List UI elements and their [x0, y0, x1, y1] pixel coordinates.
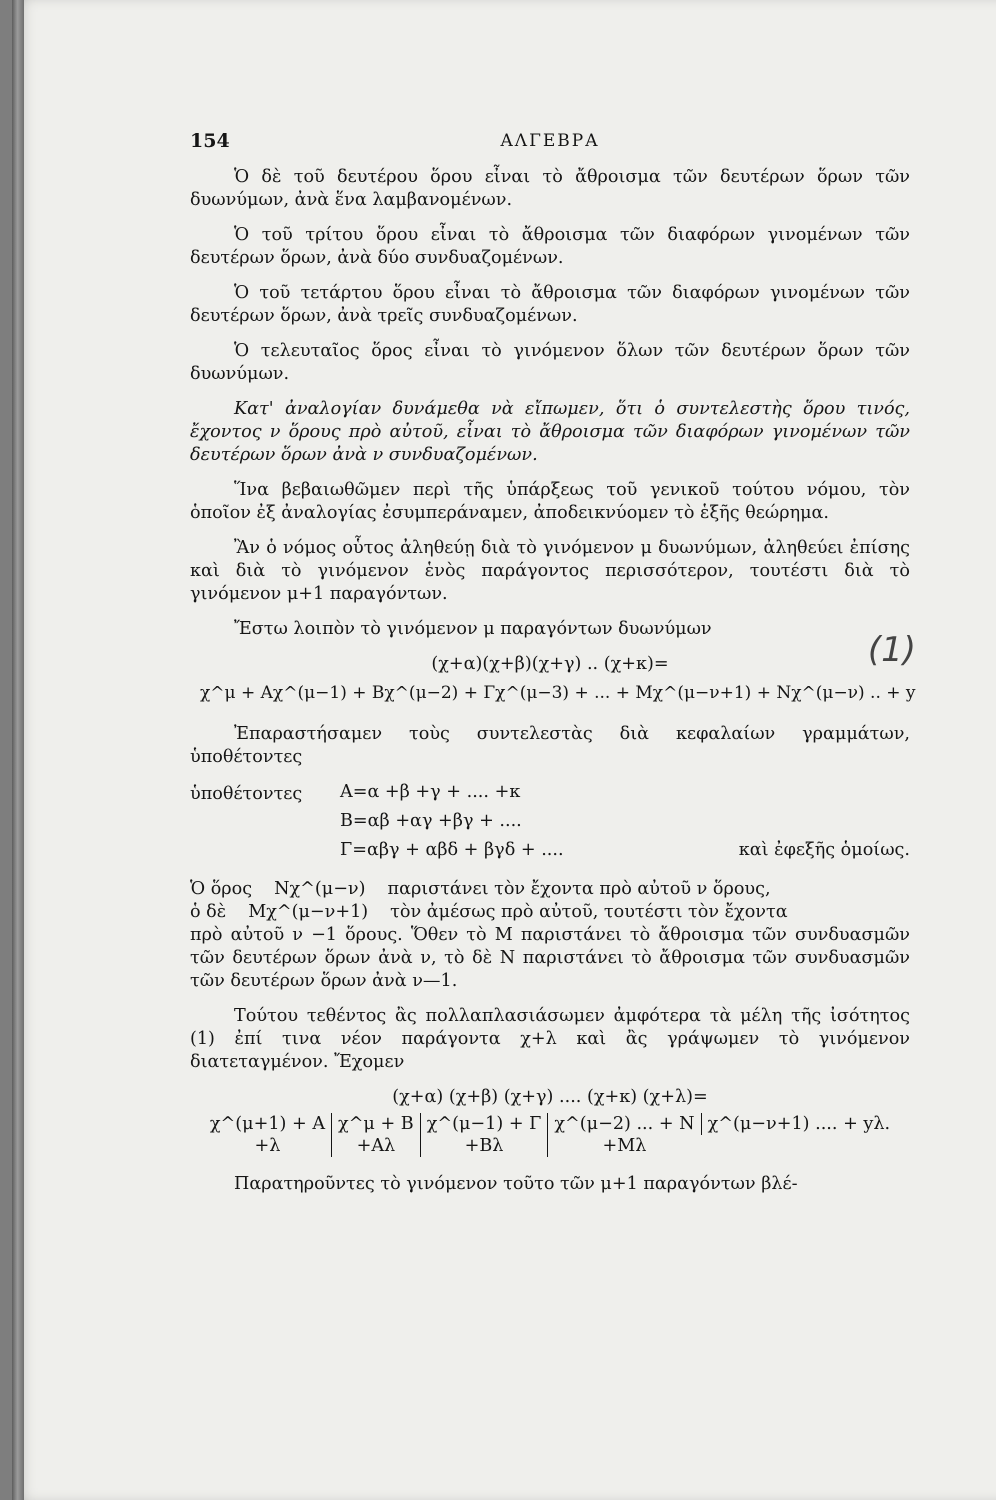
book-page [12, 0, 996, 1500]
page-header [190, 130, 910, 166]
paragraph-final: Παρατηροῦντες τὸ γινόμενον τοῦτο τῶν μ+1 παραγόντων βλέ- [234, 1174, 798, 1194]
column-bottom: +Αλ [356, 1136, 396, 1156]
expansion-column [420, 1113, 548, 1157]
assumptions-suffix: καὶ ἐφεξῆς ὁμοίως. [738, 840, 910, 860]
paragraph: Ἂν ὁ νόμος οὗτος ἀληθεύῃ διὰ τὸ γινόμενον μ δυωνύμων, ἀληθεύει ἐπίσης καὶ διὰ τὸ γινόμενον ἑνὸς παράγοντος περισσότερον, τουτέστι διὰ τὸ γινόμενον μ+1 παραγόντων. [190, 538, 910, 604]
nterm-term: Νχ^(μ−ν) [274, 879, 366, 899]
formula-2-lhs: (χ+α) (χ+β) (χ+γ) .... (χ+κ) (χ+λ)= [392, 1087, 708, 1107]
nterm-prefix: Ὁ ὅρος [190, 879, 253, 899]
paragraph: Ὁ τοῦ τρίτου ὅρου εἶναι τὸ ἄθροισμα τῶν διαφόρων γινομένων τῶν δευτέρων ὅρων, ἀνὰ δύο συνδυαζομένων. [190, 225, 910, 268]
column-bottom: +Βλ [464, 1136, 504, 1156]
formula-1-expansion: χ^μ + Αχ^(μ−1) + Βχ^(μ−2) + Γχ^(μ−3) + ... + Μχ^(μ−ν+1) + Νχ^(μ−ν) .. + y [200, 683, 916, 703]
paragraph-law-statement: Κατ' ἀναλογίαν δυνάμεθα νὰ εἴπωμεν, ὅτι ὁ συντελεστὴς ὅρου τινός, ἔχοντος ν ὅρους πρὸ αὐτοῦ, εἶναι τὸ ἄθροισμα τῶν διαφόρων γινομένων τῶν δευτέρων ὅρων ἀνὰ ν συνδυαζομένων. [190, 399, 910, 465]
assumption-line-text: Γ=αβγ + αβδ + βγδ + .... [340, 840, 564, 860]
formula-2-expansion [190, 1113, 910, 1157]
expansion-column [204, 1113, 331, 1157]
nterm-continuation: πρὸ αὐτοῦ ν −1 ὅρους. Ὅθεν τὸ Μ παριστάνει τὸ ἄθροισμα τῶν συνδυασμῶν τῶν δευτέρων ὅρων ἀνὰ ν, τὸ δὲ Ν παριστάνει τὸ ἄθροισμα τῶν συνδυασμῶν τῶν δευτέρων ὅρων ἀνὰ ν—1. [190, 925, 910, 991]
formula-1-lhs: (χ+α)(χ+β)(χ+γ) .. (χ+κ)= [431, 654, 669, 674]
column-top: χ^(μ−1) + Γ [426, 1114, 542, 1134]
page-edge [12, 0, 24, 1500]
paragraph: Ἵνα βεβαιωθῶμεν περὶ τῆς ὑπάρξεως τοῦ γενικοῦ τούτου νόμου, τὸν ὁποῖον ἐξ ἀναλογίας ἐσυμπεράναμεν, ἀποδεικνύομεν τὸ ἑξῆς θεώρημα. [190, 480, 910, 523]
column-bottom: +Μλ [602, 1136, 647, 1156]
paragraph: Ὁ τοῦ τετάρτου ὅρου εἶναι τὸ ἄθροισμα τῶν διαφόρων γινομένων τῶν δευτέρων ὅρων, ἀνὰ τρεῖς συνδυαζομένων. [190, 283, 910, 326]
assumptions-lines [340, 781, 910, 868]
paragraph: Ὁ δὲ τοῦ δευτέρου ὅρου εἶναι τὸ ἄθροισμα τῶν δευτέρων ὅρων τῶν δυωνύμων, ἀνὰ ἕνα λαμβανομένων. [190, 167, 910, 210]
column-top: χ^μ + Β [338, 1114, 414, 1134]
paragraph: Ὁ τελευταῖος ὅρος εἶναι τὸ γινόμενον ὅλων τῶν δευτέρων ὅρων τῶν δυωνύμων. [190, 341, 910, 384]
paragraph-multiply: Τούτου τεθέντος ἂς πολλαπλασιάσωμεν ἀμφότερα τὰ μέλη τῆς ἰσότητος (1) ἐπί τινα νέον παράγοντα χ+λ καὶ ἂς γράψωμεν τὸ γινόμενον διατεταγμένον. Ἔχομεν [190, 1006, 910, 1072]
assumption-line: Α=α +β +γ + .... +κ [340, 782, 521, 802]
running-title: ΑΛΓΕΒΡΑ [500, 131, 600, 151]
mterm-term: Μχ^(μ−ν+1) [248, 902, 369, 922]
assumption-line: Β=αβ +αγ +βγ + .... [340, 811, 522, 831]
assumptions-block [190, 781, 910, 868]
nterm-line [190, 878, 910, 901]
page-number: 154 [190, 130, 230, 152]
column-bottom: +λ [254, 1136, 281, 1156]
column-top: χ^(μ+1) + Α [209, 1114, 326, 1134]
expansion-column [331, 1113, 420, 1157]
formula-1 [190, 630, 916, 676]
nterm-text: παριστάνει τὸν ἔχοντα πρὸ αὐτοῦ ν ὅρους, [387, 879, 771, 899]
column-top: χ^(μ−ν+1) .... + yλ. [707, 1114, 891, 1134]
equation-label: (1) [867, 630, 916, 670]
page-content [190, 130, 916, 1208]
expansion-column [547, 1113, 700, 1157]
assumption-line [340, 839, 910, 868]
mterm-text: τὸν ἀμέσως πρὸ αὐτοῦ, τουτέστι τὸν ἔχοντα [390, 902, 788, 922]
paragraph-coefficients: Ἐπαραστήσαμεν τοὺς συντελεστὰς διὰ κεφαλαίων γραμμάτων, ὑποθέτοντες [190, 724, 910, 767]
paragraph: Ἔστω λοιπὸν τὸ γινόμενον μ παραγόντων δυωνύμων [234, 619, 712, 639]
expansion-column [701, 1113, 897, 1135]
mterm-prefix: ὁ δὲ [190, 902, 227, 922]
assumptions-intro: ὑποθέτοντες [190, 784, 303, 804]
mterm-line [190, 901, 910, 924]
column-top: χ^(μ−2) ... + Ν [554, 1114, 695, 1134]
nterm-block [190, 878, 910, 993]
